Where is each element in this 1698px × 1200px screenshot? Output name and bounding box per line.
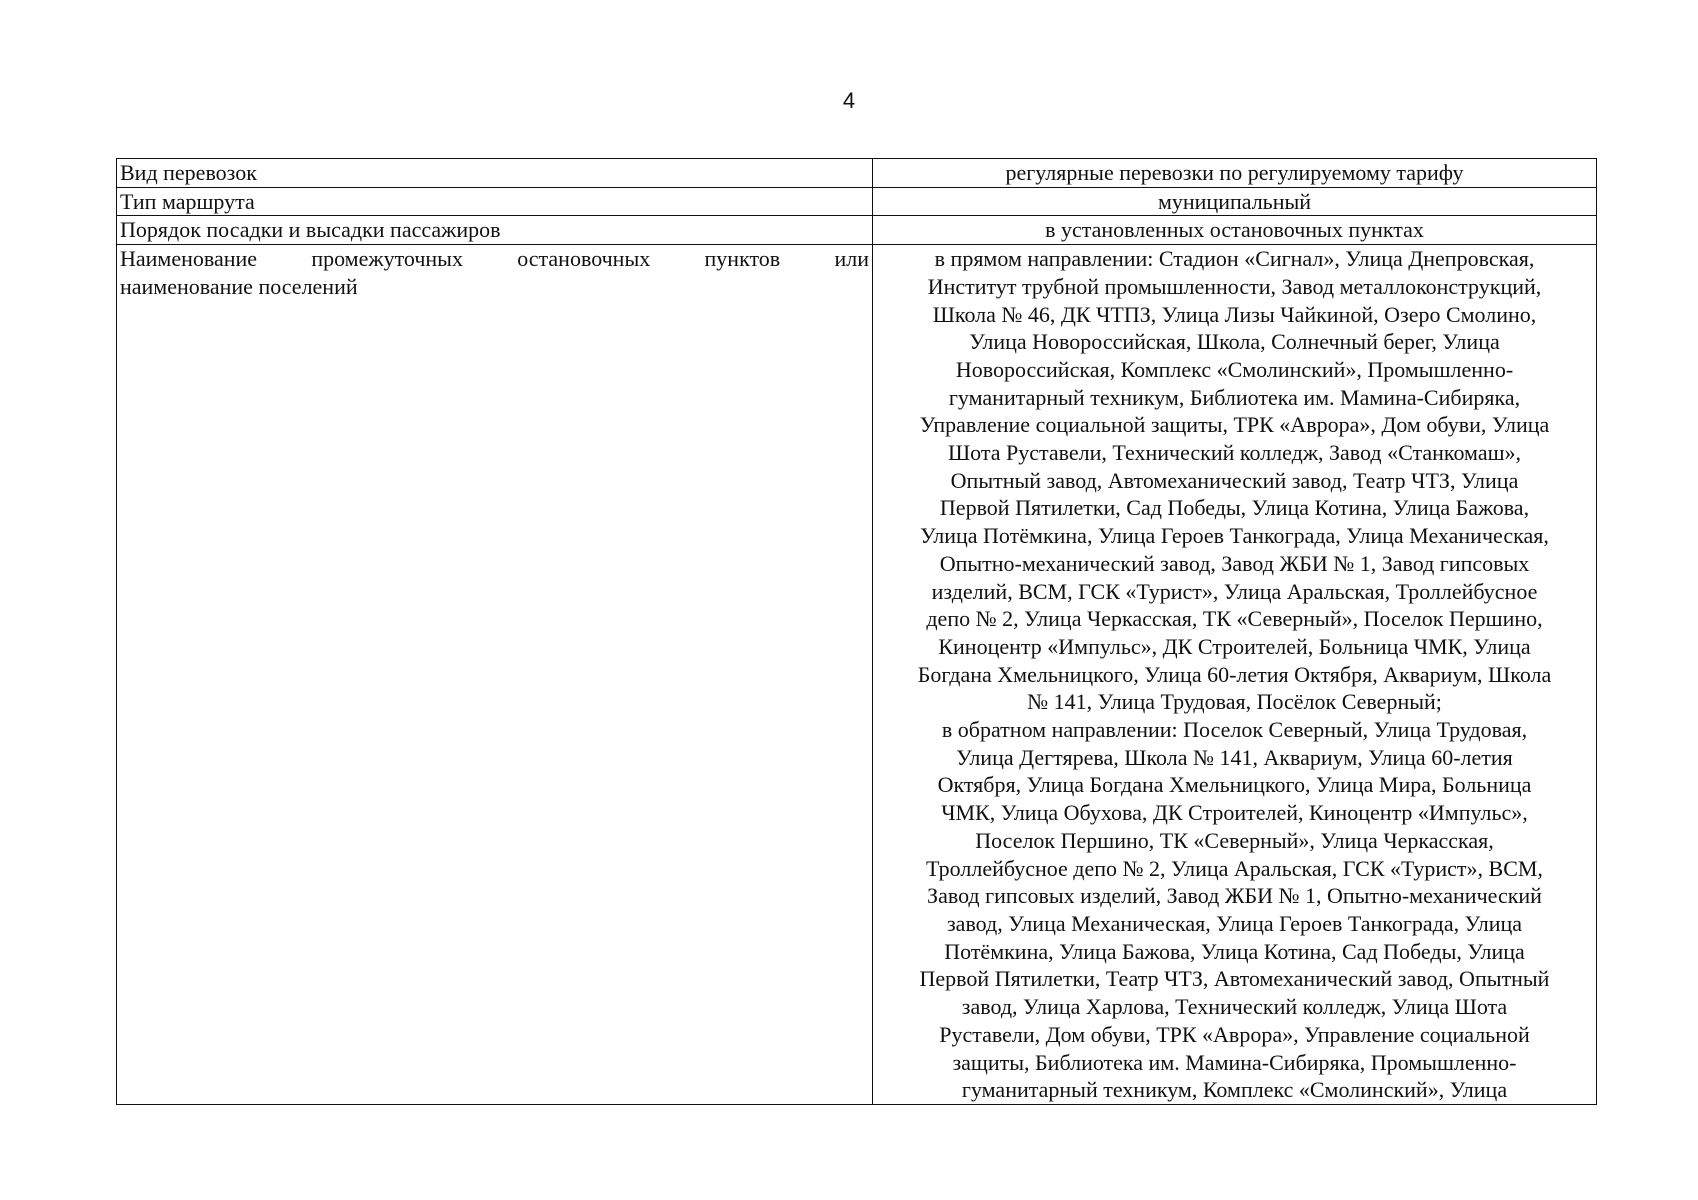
stops-label-line-1 bbox=[120, 245, 869, 273]
stops-value-line: защиты, Библиотека им. Мамина-Сибиряка, Промышленно- bbox=[952, 1049, 1517, 1075]
stops-value-line: гуманитарный техникум, Библиотека им. Мамина-Сибиряка, bbox=[948, 384, 1521, 410]
stops-value-line: гуманитарный техникум, Комплекс «Смолинский», Улица bbox=[961, 1077, 1508, 1103]
stops-value-line: Потёмкина, Улица Бажова, Улица Котина, Сад Победы, Улица bbox=[944, 938, 1525, 964]
route-info-table bbox=[116, 158, 1597, 1105]
row-label-route-type: Тип маршрута bbox=[117, 187, 873, 216]
stops-value-line: в обратном направлении: Поселок Северный, Улица Трудовая, bbox=[941, 717, 1528, 743]
page-number: 4 bbox=[842, 88, 856, 113]
stops-value-line: изделий, ВСМ, ГСК «Турист», Улица Аральская, Троллейбусное bbox=[931, 578, 1538, 604]
stops-value-line: Управление социальной защиты, ТРК «Аврора», Дом обуви, Улица bbox=[919, 412, 1550, 438]
stops-label-word: остановочных bbox=[517, 246, 651, 272]
row-value-intermediate-stops bbox=[873, 245, 1597, 1105]
stops-label-word: Наименование bbox=[120, 246, 258, 272]
row-label-transport-type: Вид перевозок bbox=[117, 159, 873, 188]
stops-value-line: Шота Руставели, Технический колледж, Завод «Станкомаш», bbox=[947, 440, 1522, 466]
stops-label-word: или bbox=[834, 246, 869, 272]
stops-label-line-2: наименование поселений bbox=[120, 273, 358, 299]
row-value-route-type: муниципальный bbox=[873, 187, 1597, 216]
stops-value-line: Первой Пятилетки, Сад Победы, Улица Котина, Улица Бажова, bbox=[939, 495, 1530, 521]
stops-value-line: ЧМК, Улица Обухова, ДК Строителей, Киноцентр «Импульс», bbox=[941, 800, 1528, 826]
stops-value-line: Троллейбусное депо № 2, Улица Аральская, ГСК «Турист», ВСМ, bbox=[926, 855, 1543, 881]
stops-value-line: Первой Пятилетки, Театр ЧТЗ, Автомеханический завод, Опытный bbox=[919, 966, 1550, 992]
stops-value-line: завод, Улица Харлова, Технический колледж, Улица Шота bbox=[961, 994, 1508, 1020]
stops-value-line: Богдана Хмельницкого, Улица 60-летия Октября, Аквариум, Школа bbox=[917, 661, 1552, 687]
table-row bbox=[117, 245, 1597, 1105]
table-row bbox=[117, 187, 1597, 216]
row-value-boarding-order: в установленных остановочных пунктах bbox=[873, 216, 1597, 245]
stops-value-line: Октября, Улица Богдана Хмельницкого, Улица Мира, Больница bbox=[937, 772, 1532, 798]
row-label-boarding-order: Порядок посадки и высадки пассажиров bbox=[117, 216, 873, 245]
stops-value-line: Опытный завод, Автомеханический завод, Театр ЧТЗ, Улица bbox=[950, 467, 1519, 493]
stops-value-line: Улица Потёмкина, Улица Героев Танкограда, Улица Механическая, bbox=[920, 523, 1549, 549]
stops-value-line: в прямом направлении: Стадион «Сигнал», Улица Днепровская, bbox=[934, 246, 1535, 272]
stops-value-line: Институт трубной промышленности, Завод металлоконструкций, bbox=[927, 273, 1542, 299]
stops-value-line: Улица Дегтярева, Школа № 141, Аквариум, Улица 60-летия bbox=[956, 744, 1513, 770]
stops-label-word: промежуточных bbox=[311, 246, 463, 272]
table-row bbox=[117, 216, 1597, 245]
stops-value-line: Улица Новороссийская, Школа, Солнечный берег, Улица bbox=[969, 329, 1500, 355]
stops-value-line: Завод гипсовых изделий, Завод ЖБИ № 1, Опытно-механический bbox=[927, 883, 1542, 909]
row-label-intermediate-stops bbox=[117, 245, 873, 1105]
stops-value-line: Опытно-механический завод, Завод ЖБИ № 1, Завод гипсовых bbox=[939, 550, 1530, 576]
table-body bbox=[117, 159, 1597, 1105]
stops-value-line: Школа № 46, ДК ЧТПЗ, Улица Лизы Чайкиной, Озеро Смолино, bbox=[932, 301, 1537, 327]
stops-value-line: Новороссийская, Комплекс «Смолинский», Промышленно- bbox=[955, 356, 1514, 382]
stops-value-line: № 141, Улица Трудовая, Посёлок Северный; bbox=[1027, 689, 1442, 715]
stops-label-word: пунктов bbox=[704, 246, 781, 272]
table-row bbox=[117, 159, 1597, 188]
stops-value-line: депо № 2, Улица Черкасская, ТК «Северный», Поселок Першино, bbox=[926, 606, 1543, 632]
stops-value-line: Руставели, Дом обуви, ТРК «Аврора», Управление социальной bbox=[939, 1021, 1530, 1047]
stops-value-line: Киноцентр «Импульс», ДК Строителей, Больница ЧМК, Улица bbox=[938, 633, 1531, 659]
row-value-transport-type: регулярные перевозки по регулируемому тарифу bbox=[873, 159, 1597, 188]
stops-value-line: Поселок Першино, ТК «Северный», Улица Черкасская, bbox=[975, 827, 1494, 853]
stops-value-line: завод, Улица Механическая, Улица Героев Танкограда, Улица bbox=[946, 910, 1523, 936]
